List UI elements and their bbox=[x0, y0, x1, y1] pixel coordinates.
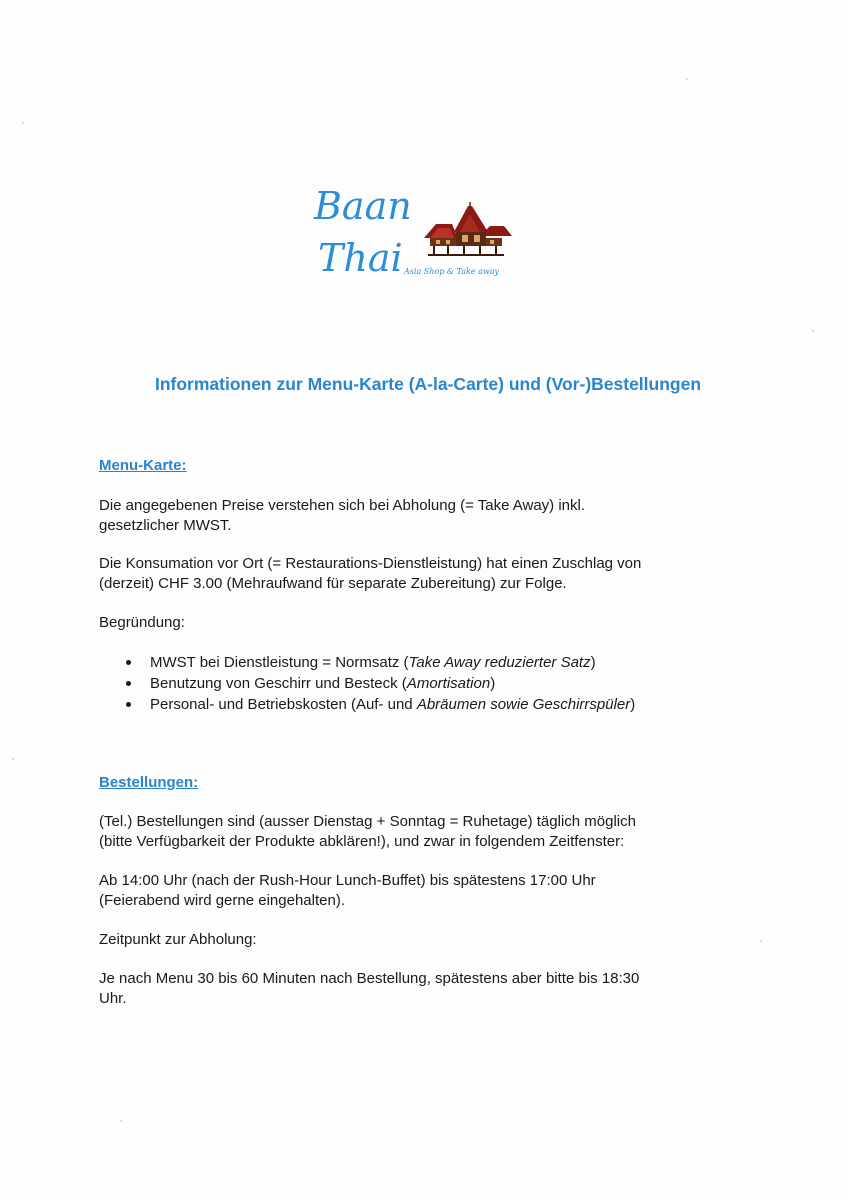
reason-label: Begründung: bbox=[99, 614, 185, 631]
list-item-italic: Amortisation bbox=[406, 675, 491, 692]
text-line: Die Konsumation vor Ort (= Restaurations-Dienstleistung) hat einen Zuschlag von bbox=[99, 555, 642, 572]
page-title: Informationen zur Menu-Karte (A-la-Carte) und (Vor-)Bestellungen bbox=[154, 374, 702, 394]
list-item-text: MWST bei Dienstleistung = Normsatz ( bbox=[150, 654, 409, 671]
section-heading-menu-karte: Menu-Karte: bbox=[99, 457, 187, 474]
text-line: Ab 14:00 Uhr (nach der Rush-Hour Lunch-Buffet) bis spätestens 17:00 Uhr bbox=[99, 872, 596, 889]
scan-speck bbox=[12, 758, 14, 760]
list-item bbox=[124, 652, 635, 673]
text-line: (Tel.) Bestellungen sind (ausser Dienstag + Sonntag = Ruhetage) täglich möglich bbox=[99, 813, 636, 830]
thai-house-icon bbox=[416, 202, 516, 258]
orders-availability-paragraph bbox=[99, 812, 739, 852]
menu-surcharge-paragraph bbox=[99, 554, 739, 594]
list-item-text: Benutzung von Geschirr und Besteck ( bbox=[150, 675, 407, 692]
logo-word-baan: Baan bbox=[314, 184, 412, 228]
logo-word-thai: Thai bbox=[318, 236, 403, 280]
text-line: (Feierabend wird gerne eingehalten). bbox=[99, 892, 345, 909]
scan-speck bbox=[760, 940, 762, 942]
text-line: gesetzlicher MWST. bbox=[99, 517, 232, 534]
pickup-label: Zeitpunkt zur Abholung: bbox=[99, 931, 257, 948]
list-item-end: ) bbox=[630, 696, 636, 713]
text-line: (bitte Verfügbarkeit der Produkte abklären!), und zwar in folgendem Zeitfenster: bbox=[99, 833, 625, 850]
orders-timewindow-paragraph bbox=[99, 871, 739, 911]
text-line: Uhr. bbox=[99, 990, 127, 1007]
menu-price-paragraph bbox=[99, 496, 739, 536]
list-item bbox=[124, 694, 635, 715]
text-line: Die angegebenen Preise verstehen sich bei Abholung (= Take Away) inkl. bbox=[99, 497, 586, 514]
scan-speck bbox=[686, 78, 688, 80]
pickup-time-paragraph bbox=[99, 969, 739, 1009]
list-item-end: ) bbox=[590, 654, 596, 671]
baan-thai-logo bbox=[312, 178, 532, 288]
scan-speck bbox=[120, 1120, 122, 1122]
scan-speck bbox=[22, 122, 24, 124]
list-item-text: Personal- und Betriebskosten (Auf- und bbox=[150, 696, 417, 713]
list-item-italic: Take Away reduzierter Satz bbox=[408, 654, 591, 671]
reason-list bbox=[124, 652, 635, 715]
text-line: (derzeit) CHF 3.00 (Mehraufwand für separate Zubereitung) zur Folge. bbox=[99, 575, 567, 592]
text-line: Je nach Menu 30 bis 60 Minuten nach Bestellung, spätestens aber bitte bis 18:30 bbox=[99, 970, 640, 987]
logo-tagline: Asia Shop & Take away bbox=[404, 267, 500, 276]
list-item-italic: Abräumen sowie Geschirrspüler bbox=[416, 696, 631, 713]
list-item-end: ) bbox=[490, 675, 496, 692]
list-item bbox=[124, 673, 635, 694]
scan-speck bbox=[812, 330, 814, 332]
section-heading-bestellungen: Bestellungen: bbox=[99, 774, 199, 791]
